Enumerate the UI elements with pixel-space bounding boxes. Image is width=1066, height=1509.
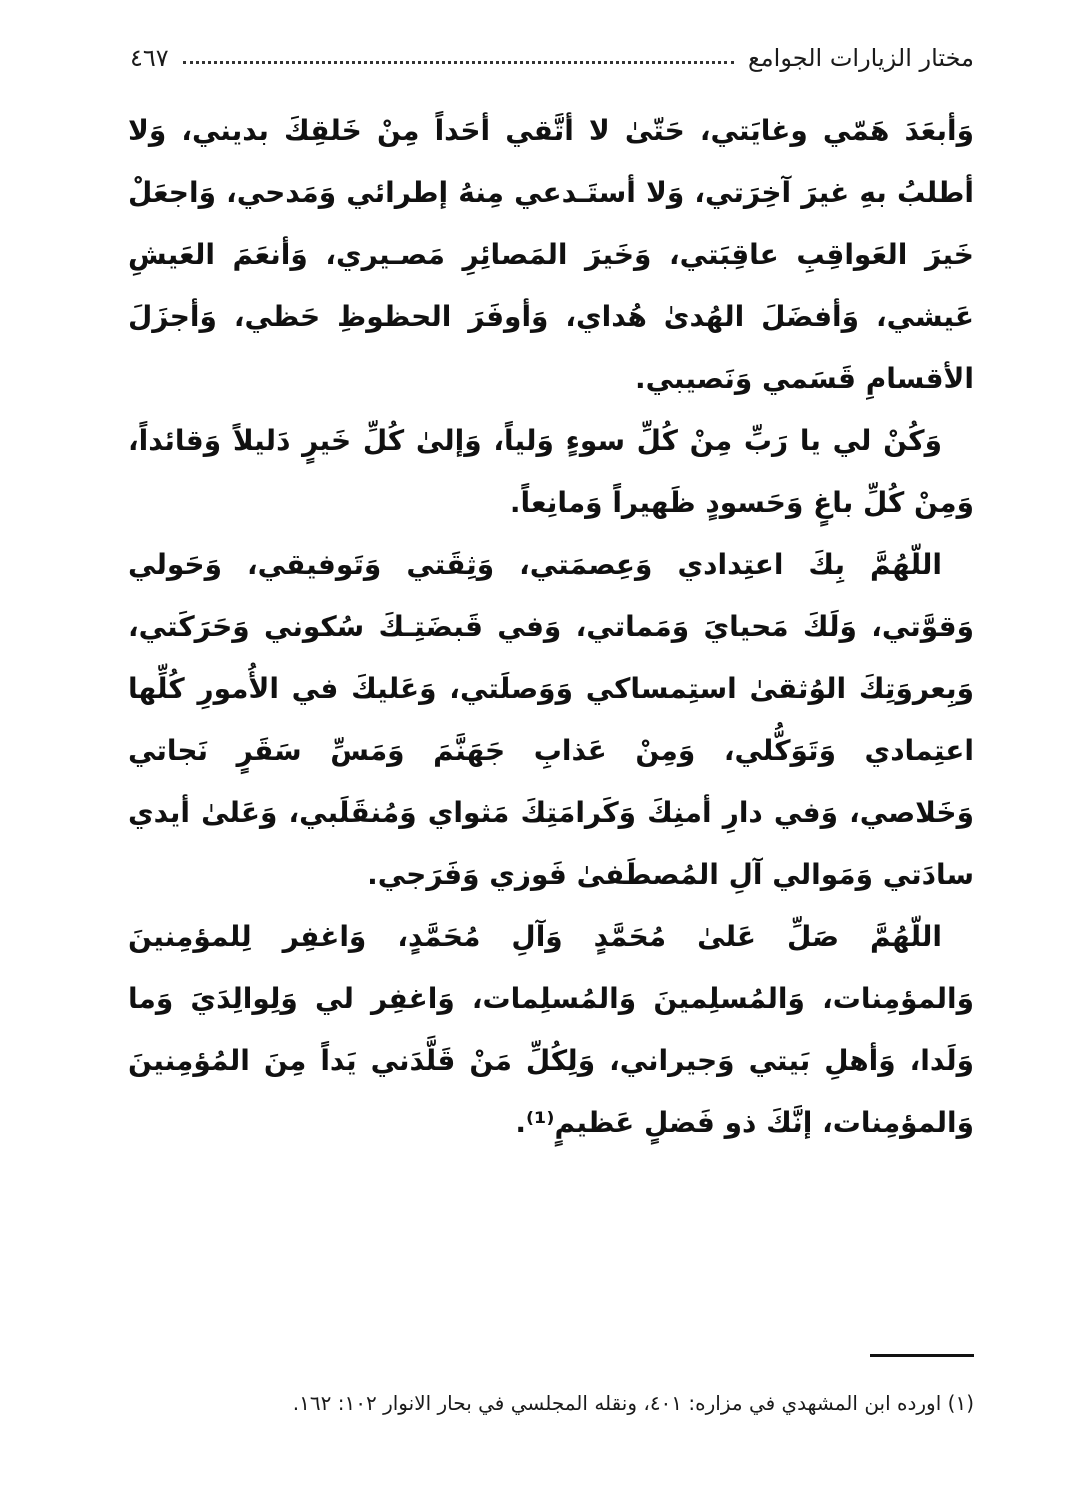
dot-leader xyxy=(183,61,734,64)
paragraph-3: اللّهُمَّ بِكَ اعتِدادي وَعِصمَتي، وَثِقَتي وَتَوفيقي، وَحَولي وَقوَّتي، وَلَكَ مَحيايَ وَمَماتي، وَفي قَبضَتِـكَ سُكوني وَحَرَكَتي، وَبِعروَتِكَ الوُثقىٰ استِمساكي وَوَصلَتي، وَعَليكَ في الأُمورِ كُلِّها اعتِمادي وَتَوَكُّلي، وَمِنْ عَذابِ جَهَنَّمَ وَمَسِّ سَقَرٍ نَجاتي وَخَلاصي، وَفي دارِ أمنِكَ وَكَرامَتِكَ مَثواي وَمُنقَلَبي، وَعَلىٰ أيدي سادَتي وَمَوالي آلِ المُصطَفىٰ فَوزي وَفَرَجي. xyxy=(128,548,974,891)
paragraph-4: اللّهُمَّ صَلِّ عَلىٰ مُحَمَّدٍ وَآلِ مُحَمَّدٍ، وَاغفِر لِلمؤمِنينَ وَالمؤمِنات، وَالمُسلِمينَ وَالمُسلِمات، وَاغفِر لي وَلِوالِدَيَ وَما وَلَدا، وَأهلِ بَيتي وَجيراني، وَلِكُلِّ مَنْ قَلَّدَني يَداً مِنَ المُؤمِنينَ وَالمؤمِنات، إنَّكَ ذو فَضلٍ عَظيمٍ⁽¹⁾. xyxy=(128,920,974,1139)
book-title: مختار الزيارات الجوامع xyxy=(748,44,974,72)
main-text xyxy=(128,100,974,1154)
paragraph-1: وَأبعَدَ هَمّي وغايَتي، حَتّىٰ لا أتَّقي أحَداً مِنْ خَلقِكَ بديني، وَلا أطلبُ بهِ غيرَ آخِرَتي، وَلا أستَـدعي مِنهُ إطرائي وَمَدحي، وَاجعَلْ خَيرَ العَواقِبِ عاقِبَتي، وَخَيرَ المَصائِرِ مَصـيري، وَأنعَمَ العَيشِ عَيشي، وَأفضَلَ الهُدىٰ هُداي، وَأوفَرَ الحظوظِ حَظي، وَأجزَلَ الأقسامِ قَسَمي وَنَصيبي. xyxy=(128,114,974,395)
footnote-divider xyxy=(870,1354,974,1357)
page-number: ٤٦٧ xyxy=(130,44,169,72)
footnote: (١) اورده ابن المشهدي في مزاره: ٤٠١، ونقله المجلسي في بحار الانوار ١٠٢: ١٦٢. xyxy=(292,1391,974,1415)
paragraph-2: وَكُنْ لي يا رَبِّ مِنْ كُلِّ سوءٍ وَلياً، وَإلىٰ كُلِّ خَيرٍ دَليلاً وَقائداً، وَمِنْ كُلِّ باغٍ وَحَسودٍ ظَهيراً وَمانِعاً. xyxy=(128,424,974,519)
running-header xyxy=(130,38,974,78)
